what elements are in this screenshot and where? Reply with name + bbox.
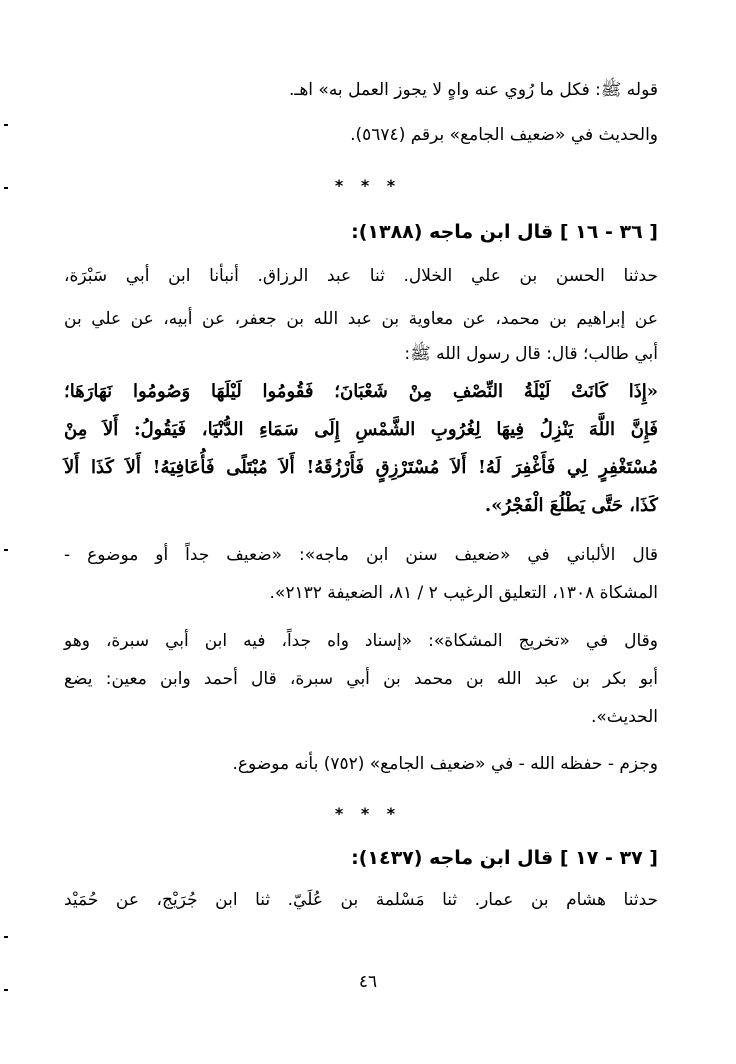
text-line-jazm: وجزم - حفظه الله - في «ضعيف الجامع» (٧٥٢) بأنه موضوع. [232,754,658,774]
text-line-takhrij-3: الحديث». [590,707,658,727]
text-line-isnad-3: أبي طالب؛ قال: قال رسول الله ﷺ: [404,344,658,364]
hadith-text-line-1: «إِذَا كَانَتْ لَيْلَةُ النِّصْفِ مِنْ شَعْبَانَ؛ فَقُومُوا لَيْلَهَا وَصُومُوا نَهَارَهَا؛ [64,381,658,402]
hadith-text-line-3: مُسْتَغْفِرٍ لِي فَأَغْفِرَ لَهُ! أَلاَ مُسْتَرْزِقٍ فَأَرْزُقَهُ! أَلاَ مُبْتَلًى فَأُعَافِيَهُ! أَلاَ كَذَا أَلاَ [64,457,658,478]
page-number: ٤٦ [358,972,378,992]
text-line-takhrij-1: وقال في «تخريج المشكاة»: «إسناد واه جداً، فيه ابن أبي سبرة، وهو [64,631,658,651]
hadith-text-line-4: كَذَا، حَتَّى يَطْلُعَ الْفَجْرُ». [484,495,658,516]
text-line-2: والحديث في «ضعيف الجامع» برقم (٥٦٧٤). [350,125,658,145]
text-line-albani-1: قال الألباني في «ضعيف سنن ابن ماجه»: «ضعيف جداً أو موضوع - [64,545,658,565]
text-line-isnad-1: حدثنا الحسن بن علي الخلال. ثنا عبد الرزاق. أنبأنا ابن أبي سَبْرَة، [64,266,658,286]
text-line-last: حدثنا هشام بن عمار. ثنا مَسْلمة بن عُلَيّ. ثنا ابن جُرَيْج، عن حُمَيْد [64,890,658,910]
section-separator-2: * * * [334,804,402,823]
text-line-takhrij-2: أبو بكر بن عبد الله بن محمد بن أبي سبرة، قال أحمد وابن معين: يضع [64,669,658,689]
hadith-text-line-2: فَإِنَّ اللَّهَ يَنْزِلُ فِيهَا لِغُرُوبِ الشَّمْسِ إِلَى سَمَاءِ الدُّنْيَا، فَيَقُولُ: أَلاَ مِنْ [64,419,658,440]
text-line-isnad-2: عن إبراهيم بن محمد، عن معاوية بن عبد الله بن جعفر، عن أبيه، عن علي بن [64,309,658,329]
scan-margin-mark [4,549,8,551]
section-separator-1: * * * [334,176,402,195]
text-line-albani-2: المشكاة ١٣٠٨، التعليق الرغيب ٢ / ٨١، الضعيفة ٢١٣٢». [269,583,658,603]
scan-margin-mark [4,936,8,938]
text-line-1: قوله ﷺ: فكل ما رُوي عنه واهٍ لا يجوز العمل به» اهـ. [288,80,658,100]
scan-margin-mark [4,187,8,189]
scan-margin-mark [4,124,8,126]
hadith-heading-36: [ ٣٦ - ١٦ ] قال ابن ماجه (١٣٨٨): [351,221,658,243]
hadith-heading-37: [ ٣٧ - ١٧ ] قال ابن ماجه (١٤٣٧): [351,847,658,869]
scan-margin-mark [4,989,8,991]
